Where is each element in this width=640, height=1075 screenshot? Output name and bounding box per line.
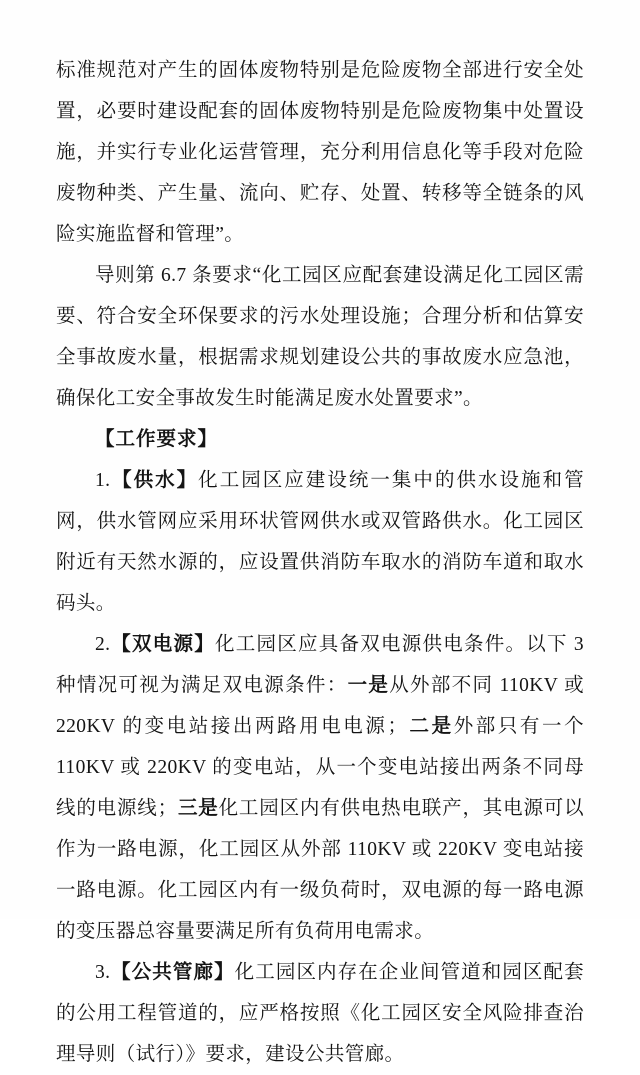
paragraph [56, 624, 584, 952]
body-text: 化工园区应建设统一集中的供水设施和管网，供水管网应采用环状管网供水或双管路供水。化工园区附近有天然水源的，应设置供消防车取水的消防车道和取水码头。 [56, 470, 584, 614]
emphasis-text: 一是 [347, 675, 390, 696]
paragraph [56, 460, 584, 624]
body-text: 导则第 6.7 条要求“化工园区应配套建设满足化工园区需要、符合安全环保要求的污水处理设施；合理分析和估算安全事故废水量，根据需求规划建设公共的事故废水应急池，确保化工安全事故发生时能满足废水处置要求”。 [56, 265, 584, 409]
body-text: 外部只有一个 110KV 或 220KV 的变电站，从一个变电站接出两条不同母线的电源线； [56, 716, 584, 819]
body-text: 标准规范对产生的固体废物特别是危险废物全部进行安全处置，必要时建设配套的固体废物特别是危险废物集中处置设施，并实行专业化运营管理，充分利用信息化等手段对危险废物种类、产生量、流向、贮存、处置、转移等全链条的风险实施监督和管理”。 [56, 60, 584, 245]
emphasis-text: 三是 [177, 798, 219, 819]
body-text: 2. [95, 634, 111, 655]
emphasis-text: 【公共管廊】 [110, 962, 235, 983]
body-text: 化工园区内存在企业间管道和园区配套的公用工程管道的，应严格按照《化工园区安全风险排查治理导则（试行）》要求，建设公共管廊。 [56, 962, 584, 1065]
body-text: 从外部不同 110KV 或 220KV 的变电站接出两路用电电源； [56, 675, 584, 737]
paragraph [56, 419, 584, 460]
body-text: 化工园区内有供电热电联产，其电源可以作为一路电源，化工园区从外部 110KV 或 220KV 变电站接一路电源。化工园区内有一级负荷时，双电源的每一路电源的变压器总容量要满足所有负荷用电需求。 [56, 798, 584, 942]
body-text: 1. [95, 470, 111, 491]
emphasis-text: 【双电源】 [110, 634, 216, 655]
paragraph [56, 50, 584, 255]
emphasis-text: 【供水】 [110, 470, 199, 491]
body-text: 3. [95, 962, 111, 983]
body-text: 化工园区应具备双电源供电条件。以下 3 种情况可视为满足双电源条件： [56, 634, 584, 696]
document-body [56, 50, 584, 1075]
paragraph [56, 255, 584, 419]
emphasis-text: 【工作要求】 [95, 429, 219, 450]
paragraph [56, 952, 584, 1075]
emphasis-text: 二是 [407, 716, 454, 737]
